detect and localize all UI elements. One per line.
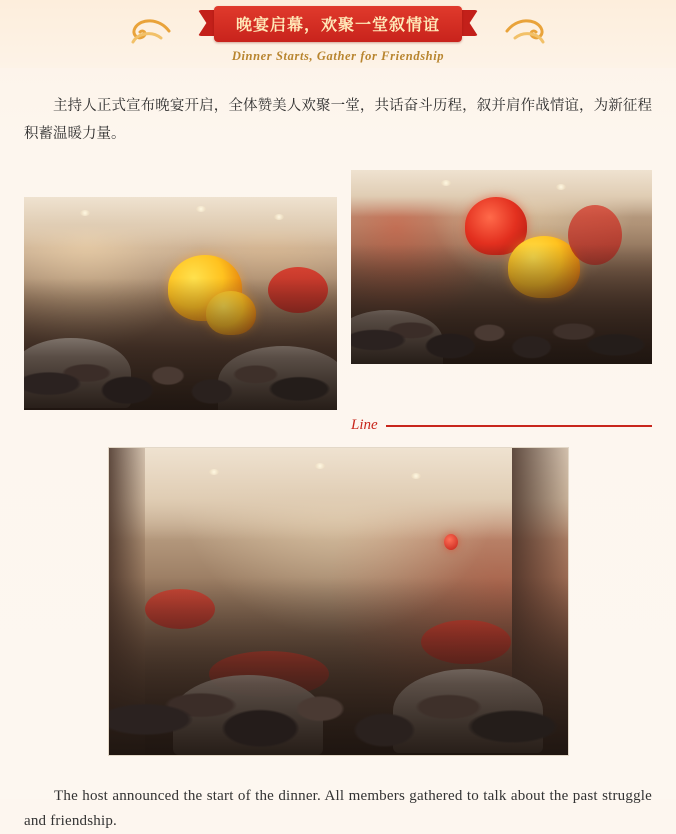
signature-mark: Line — [351, 417, 378, 433]
ceiling-light-icon — [196, 206, 206, 212]
ceiling-light-icon — [80, 210, 90, 216]
crowd-silhouettes — [109, 577, 568, 755]
banner-subtitle: Dinner Starts, Gather for Friendship — [231, 49, 445, 63]
content-area — [0, 92, 676, 834]
photo-row-top — [24, 170, 652, 410]
ceiling-light-icon — [556, 184, 566, 190]
red-lantern-icon — [444, 534, 458, 550]
paragraph-english: The host announced the start of the dinner. All members gathered to talk about the past struggle and friendship. — [24, 788, 652, 829]
ceiling-light-icon — [441, 180, 451, 186]
photo-left-scene — [24, 197, 337, 410]
banner-inner — [173, 6, 503, 64]
ceiling-light-icon — [411, 473, 421, 479]
photo-row-bottom — [24, 447, 652, 756]
divider-line — [386, 425, 652, 427]
banner-header — [0, 0, 676, 68]
crowd-silhouettes — [24, 278, 337, 410]
ceiling-gradient — [24, 197, 337, 248]
ceiling-gradient — [109, 448, 568, 540]
photo-lion-dance-right — [351, 170, 652, 364]
paragraph-chinese: 主持人正式宣布晚宴开启，全体赞美人欢聚一堂，共话奋斗历程，叙并肩作战情谊，为新征程积蓄温暖力量。 — [24, 98, 652, 142]
photo-banquet-hall — [108, 447, 569, 756]
decorative-swirl-right-icon — [505, 16, 565, 46]
signature-divider — [351, 418, 652, 433]
banner-title: 晚宴启幕，欢聚一堂叙情谊 — [214, 6, 462, 42]
decorative-swirl-left-icon — [111, 16, 171, 46]
photo-banquet-scene — [109, 448, 568, 755]
photo-right-scene — [351, 170, 652, 364]
crowd-silhouettes — [351, 244, 652, 364]
photo-lion-dance-left — [24, 197, 337, 410]
